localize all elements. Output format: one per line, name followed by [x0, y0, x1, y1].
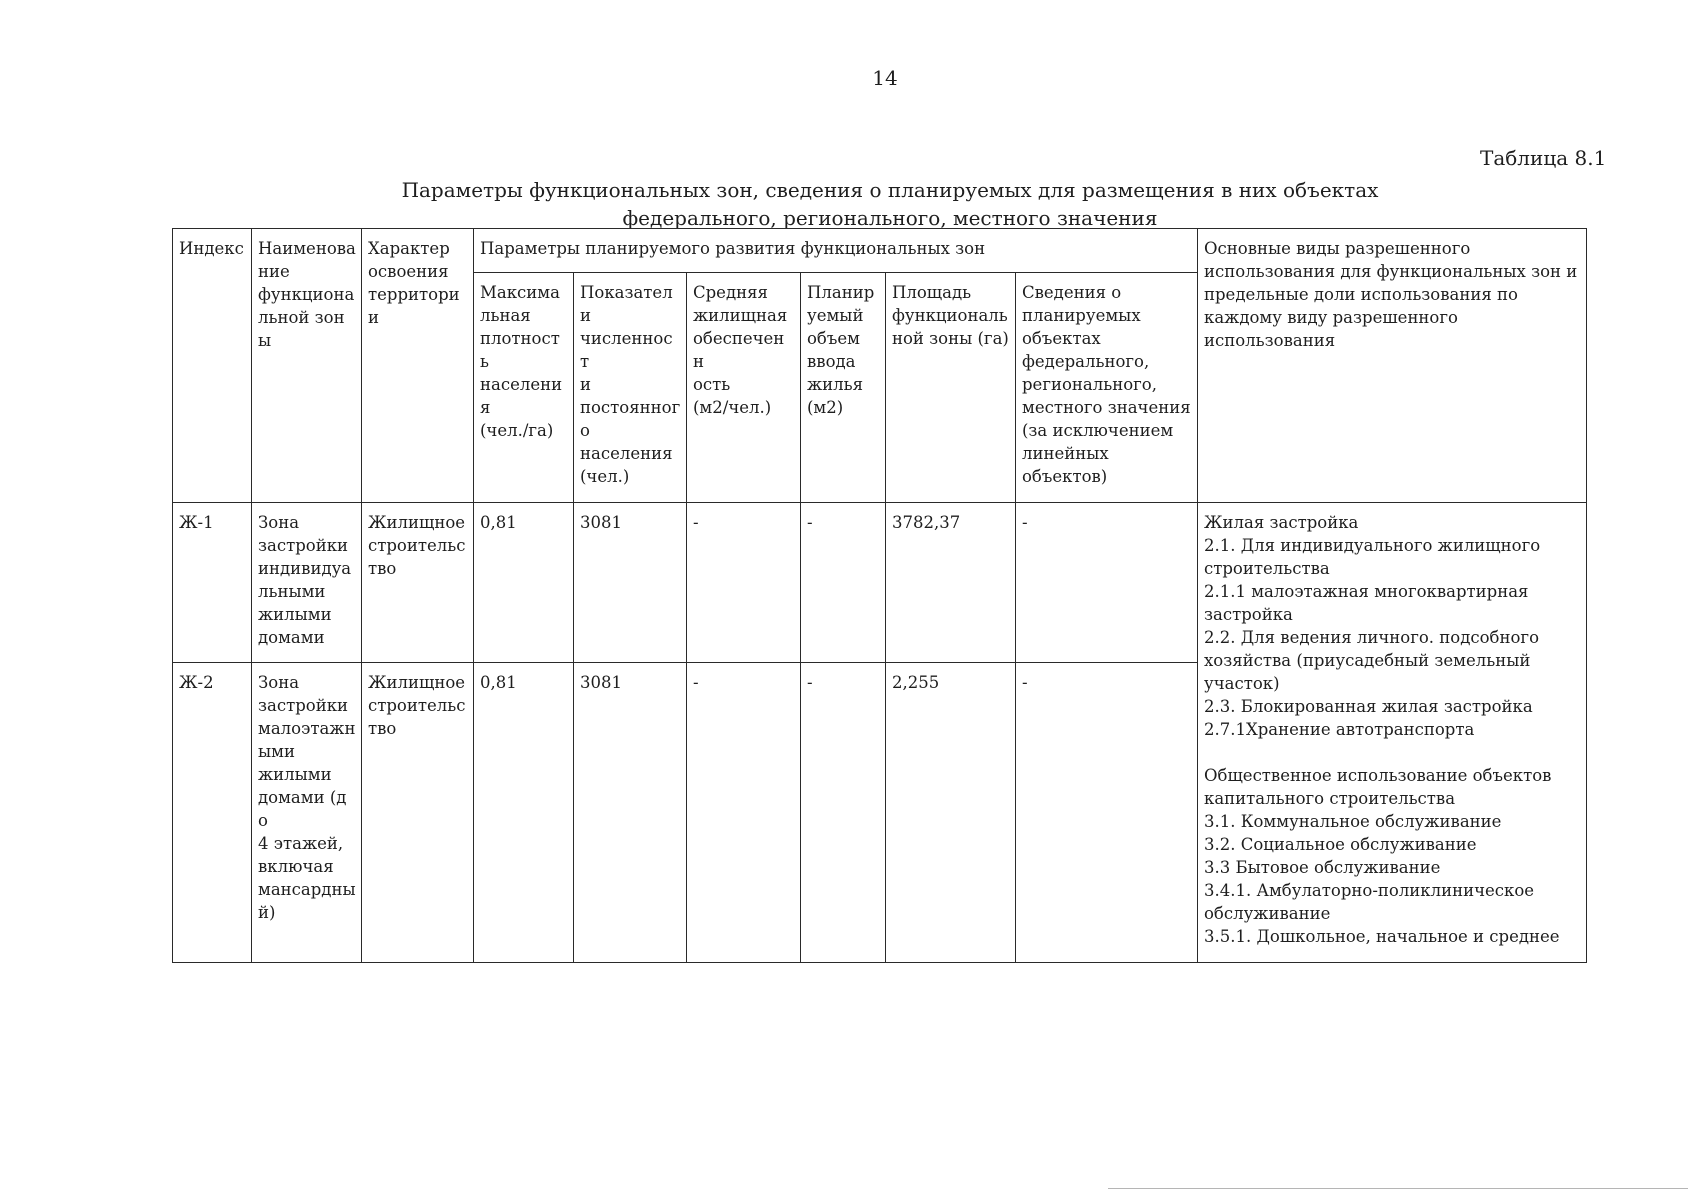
row-planned-volume: - — [801, 663, 886, 963]
row-population: 3081 — [574, 503, 687, 663]
row-area: 2,255 — [886, 663, 1016, 963]
row-max-density: 0,81 — [474, 663, 574, 963]
header-index: Индекс — [173, 229, 252, 503]
row-planned-volume: - — [801, 503, 886, 663]
zones-parameters-table — [172, 228, 1587, 963]
row-area: 3782,37 — [886, 503, 1016, 663]
header-objects: Сведения о планируемых объектах федерального, регионального, местного значения (за исключением линейных объектов) — [1016, 273, 1198, 503]
row-objects: - — [1016, 503, 1198, 663]
row-housing: - — [687, 503, 801, 663]
row-index: Ж-2 — [173, 663, 252, 963]
header-max-density: Максима льная плотност ь населения (чел./га) — [474, 273, 574, 503]
table-title-line-2: федерального, регионального, местного значения — [622, 206, 1158, 230]
page-number: 14 — [872, 66, 898, 90]
scan-artifact-line — [1108, 1188, 1688, 1189]
table-row — [173, 503, 1587, 663]
row-housing: - — [687, 663, 801, 963]
header-params-group: Параметры планируемого развития функциональных зон — [474, 229, 1198, 273]
row-population: 3081 — [574, 663, 687, 963]
header-territory: Характер освоения территории — [362, 229, 474, 503]
table-label: Таблица 8.1 — [1480, 146, 1607, 170]
permitted-use-list: Жилая застройка 2.1. Для индивидуального жилищного строительства 2.1.1 малоэтажная многоквартирная застройка 2.2. Для ведения личного. подсобного хозяйства (приусадебный земельный участок) 2.3. Блокированная жилая застройка 2.7.1Хранение автотранспорта Общественное использование объектов капитального строительства 3.1. Коммунальное обслуживание 3.2. Социальное обслуживание 3.3 Бытовое обслуживание 3.4.1. Амбулаторно-поликлиническое обслуживание 3.5.1. Дошкольное, начальное и среднее — [1204, 513, 1560, 946]
header-population: Показатели численност и постоянног о населения (чел.) — [574, 273, 687, 503]
row-zone-name: Зона застройки малоэтажн ыми жилыми домами (до 4 этажей, включая мансардны й) — [252, 663, 362, 963]
row-territory: Жилищное строительс тво — [362, 503, 474, 663]
header-row-1 — [173, 229, 1587, 273]
table-title — [360, 176, 1420, 232]
header-housing: Средняя жилищная обеспеченн ость (м2/чел.) — [687, 273, 801, 503]
header-area: Площадь функциональ ной зоны (га) — [886, 273, 1016, 503]
permitted-use-cell — [1198, 503, 1587, 963]
table-title-line-1: Параметры функциональных зон, сведения о планируемых для размещения в них объектах — [401, 178, 1379, 202]
row-territory: Жилищное строительс тво — [362, 663, 474, 963]
header-zone-name: Наименова ние функциона льной зоны — [252, 229, 362, 503]
row-zone-name: Зона застройки индивидуа льными жилыми домами — [252, 503, 362, 663]
row-objects: - — [1016, 663, 1198, 963]
row-max-density: 0,81 — [474, 503, 574, 663]
row-index: Ж-1 — [173, 503, 252, 663]
header-permitted-use: Основные виды разрешенного использования для функциональных зон и предельные доли использования по каждому виду разрешенного использования — [1198, 229, 1587, 503]
header-planned-volume: Планир уемый объем ввода жилья (м2) — [801, 273, 886, 503]
